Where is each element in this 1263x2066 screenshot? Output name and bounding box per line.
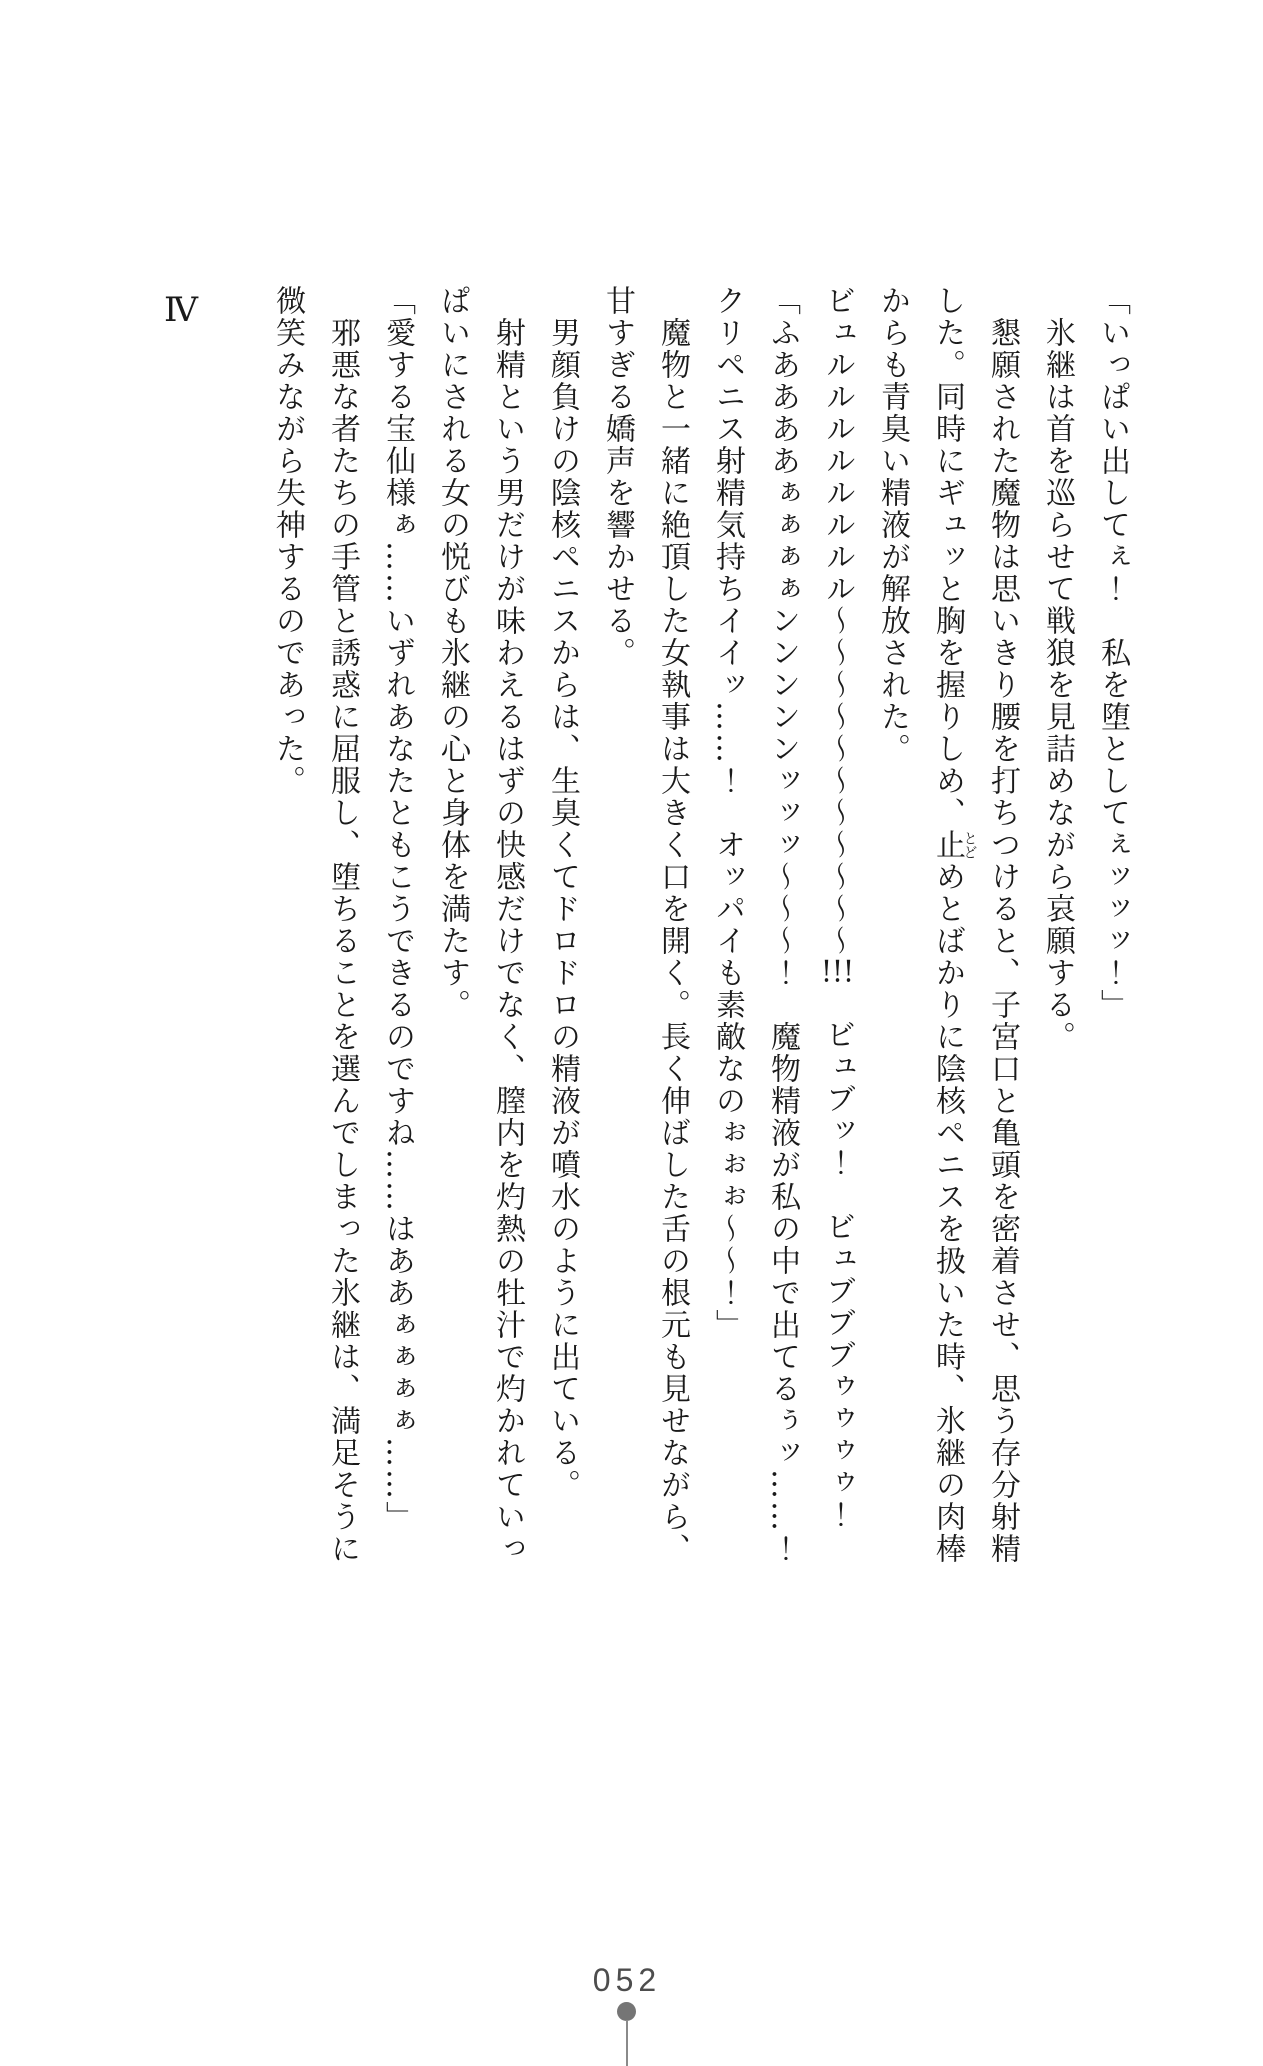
paragraph: ビュルルルルルルルル～～～～～～～～～～～!!! ビュブッ！ ビュブブブゥゥゥゥ！ xyxy=(820,285,855,1531)
paragraph: 魔物と一緒に絶頂した女執事は大きく口を開く。長く伸ばした舌の根元も見せながら、甘すぎる嬌声を響かせる。 xyxy=(600,285,690,1565)
chapter-marker: Ⅳ xyxy=(164,290,198,330)
tate-chu-yoko-text: !!! xyxy=(821,957,854,987)
paragraph: 「ふああああぁぁぁぁンンンンンッッッ～～～！ 魔物精液が私の中で出てるぅッ……！クリペニス射精気持ちイイッ……！ オッパイも素敵なのぉぉぉ～～！」 xyxy=(710,285,800,1565)
ruby-annotated-text: 止とど xyxy=(930,829,978,861)
paragraph: 射精という男だけが味わえるはずの快感だけでなく、膣内を灼熱の牡汁で灼かれていっぱいにされる女の悦びも氷継の心と身体を満たす。 xyxy=(435,285,525,1565)
footer-line-ornament xyxy=(626,2020,628,2066)
paragraph: 氷継は首を巡らせて戦狼を見詰めながら哀願する。 xyxy=(1040,317,1075,1053)
paragraph: 「いっぱい出してぇ！ 私を堕としてぇッッッ！」 xyxy=(1095,285,1130,1021)
paragraph: 男顔負けの陰核ペニスからは、生臭くてドロドロの精液が噴水のように出ている。 xyxy=(545,317,580,1501)
paragraph: 懇願された魔物は思いきり腰を打ちつけると、子宮口と亀頭を密着させ、思う存分射精した。同時にギュッと胸を握りしめ、止とどめとばかりに陰核ペニスを扱いた時、氷継の肉棒からも青臭い精液が解放された。 xyxy=(875,285,1020,1565)
footer-dot-ornament xyxy=(617,2002,636,2021)
page-number: 052 xyxy=(592,1962,662,1998)
paragraph: 邪悪な者たちの手管と誘惑に屈服し、堕ちることを選んでしまった氷継は、満足そうに微笑みながら失神するのであった。 xyxy=(270,285,360,1565)
paragraph: 「愛する宝仙様ぁ……いずれあなたともこうできるのですね……はああぁぁぁぁ……」 xyxy=(380,285,415,1533)
text-block xyxy=(260,285,1140,1568)
